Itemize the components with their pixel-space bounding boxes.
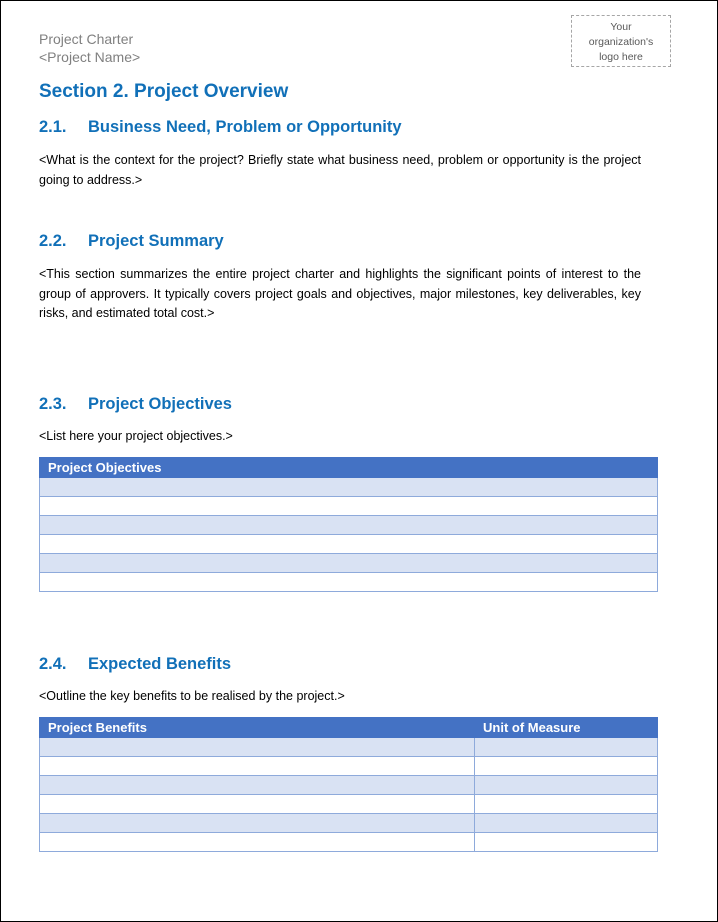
table-cell[interactable] (40, 535, 658, 554)
doc-title: Project Charter (39, 31, 134, 47)
heading-business-need (39, 118, 402, 137)
heading-number: 2.4. (39, 655, 67, 673)
project-objectives-text: <List here your project objectives.> (39, 429, 233, 443)
heading-text: Project Summary (88, 232, 224, 250)
objectives-table (39, 457, 658, 592)
table-cell[interactable] (40, 757, 475, 776)
table-cell[interactable] (475, 776, 658, 795)
logo-line-3: logo here (599, 51, 643, 63)
heading-text: Business Need, Problem or Opportunity (88, 118, 402, 136)
table-cell[interactable] (40, 497, 658, 516)
table-cell[interactable] (475, 814, 658, 833)
business-need-text: <What is the context for the project? Briefly state what business need, problem or opportunity is the project going to address.> (39, 153, 641, 187)
heading-text: Project Objectives (88, 395, 232, 413)
table-cell[interactable] (40, 738, 475, 757)
table-cell[interactable] (40, 478, 658, 497)
logo-placeholder (571, 15, 671, 67)
expected-benefits-text: <Outline the key benefits to be realised by the project.> (39, 689, 345, 703)
heading-number: 2.1. (39, 118, 67, 136)
heading-project-summary (39, 232, 224, 251)
benefits-table-header-unit: Unit of Measure (475, 718, 658, 738)
benefits-table-header-benefits: Project Benefits (40, 718, 475, 738)
section-title: Section 2. Project Overview (39, 81, 289, 102)
table-cell[interactable] (40, 554, 658, 573)
table-cell[interactable] (475, 757, 658, 776)
heading-number: 2.2. (39, 232, 67, 250)
benefits-table (39, 717, 658, 852)
heading-number: 2.3. (39, 395, 67, 413)
heading-project-objectives (39, 395, 232, 414)
table-cell[interactable] (475, 833, 658, 852)
table-cell[interactable] (40, 814, 475, 833)
table-cell[interactable] (40, 776, 475, 795)
table-cell[interactable] (40, 573, 658, 592)
heading-text: Expected Benefits (88, 655, 232, 673)
table-cell[interactable] (475, 795, 658, 814)
table-cell[interactable] (40, 795, 475, 814)
project-name-placeholder: <Project Name> (39, 49, 141, 65)
table-cell[interactable] (40, 833, 475, 852)
logo-line-1: Your (610, 21, 632, 33)
project-summary-text: <This section summarizes the entire project charter and highlights the significant points of interest to the group of approvers. It typically covers project goals and objectives, major milestones, key deliverables, key risks, and estimated total cost.> (39, 267, 641, 320)
table-cell[interactable] (40, 516, 658, 535)
logo-line-2: organization's (588, 36, 654, 48)
objectives-table-header: Project Objectives (40, 458, 658, 478)
heading-expected-benefits (39, 655, 231, 674)
table-cell[interactable] (475, 738, 658, 757)
